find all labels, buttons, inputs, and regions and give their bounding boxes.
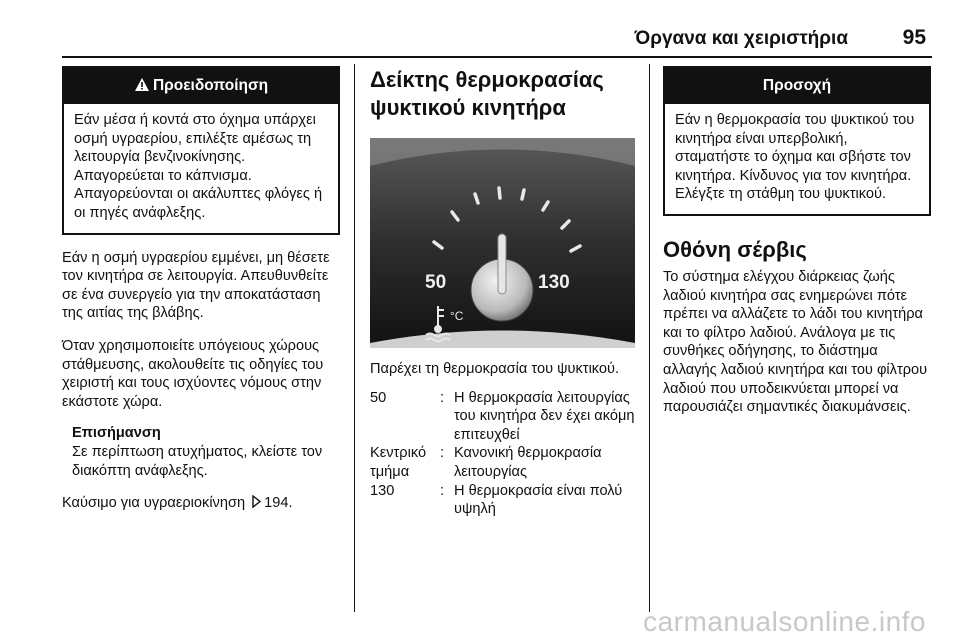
column-divider-2 bbox=[649, 64, 650, 612]
warning-triangle-icon bbox=[134, 77, 150, 92]
note-title: Επισήμανση bbox=[72, 425, 161, 442]
caution-box-header: Προσοχή bbox=[665, 68, 929, 104]
caution-box-text: Εάν η θερμοκρασία του ψυκτικού του κινητήρα είναι υπερβολική, σταματήστε το όχημα και σβήστε τον κινητήρα. Κίνδυνος για τον κινητήρα. Ελέγξτε τη στάθμη του ψυκτικού. bbox=[675, 112, 915, 203]
definition-key: 50 bbox=[370, 389, 387, 406]
definition-separator: : bbox=[440, 389, 445, 406]
running-header-title: Όργανα και χειριστήρια bbox=[634, 28, 848, 49]
definition-row bbox=[370, 389, 635, 445]
header-rule bbox=[62, 56, 932, 58]
cross-reference-text: Καύσιμο για υγραεριοκίνηση bbox=[62, 495, 246, 512]
paragraph-underground-parking: Όταν χρησιμοποιείτε υπόγειους χώρους στάθμευσης, ακολουθείτε τις οδηγίες του χειριστή και τους ισχύοντες νόμους στην εκάστοτε χώρα. bbox=[62, 337, 324, 410]
gauge-caption: Παρέχει τη θερμοκρασία του ψυκτικού. bbox=[370, 361, 620, 377]
cross-reference bbox=[62, 494, 340, 513]
definition-row bbox=[370, 444, 635, 481]
page-reference-arrow-icon bbox=[251, 495, 262, 508]
warning-box-title: Προειδοποίηση bbox=[152, 77, 269, 94]
definition-key: 130 bbox=[370, 482, 395, 499]
definition-key: Κεντρικό τμήμα bbox=[370, 445, 427, 480]
page-number: 95 bbox=[902, 26, 926, 49]
gauge-label-high: 130 bbox=[538, 272, 570, 293]
paragraph-gas-odour: Εάν η οσμή υγραερίου εμμένει, μη θέσετε τον κινητήρα σε λειτουργία. Απευθυνθείτε σε ένα συνεργείο για την αποκατάσταση της αιτίας της βλάβης. bbox=[62, 249, 330, 322]
warning-box bbox=[62, 66, 340, 235]
warning-box-header bbox=[64, 68, 338, 104]
gauge-label-low: 50 bbox=[425, 272, 447, 293]
column-3 bbox=[663, 66, 931, 417]
watermark: carmanualsonline.info bbox=[643, 606, 926, 637]
definition-value: Η θερμοκρασία είναι πολύ υψηλή bbox=[454, 482, 623, 518]
definition-value: Κανονική θερμοκρασία λειτουργίας bbox=[454, 445, 602, 480]
note-text: Σε περίπτωση ατυχήματος, κλείστε τον διακόπτη ανάφλεξης. bbox=[72, 443, 323, 479]
definition-value: Η θερμοκρασία λειτουργίας του κινητήρα δεν έχει ακόμη επιτευχθεί bbox=[454, 389, 635, 443]
section-title-coolant-gauge: Δείκτης θερμοκρασίας ψυκτικού κινητήρα bbox=[370, 67, 604, 120]
definition-separator: : bbox=[440, 445, 445, 462]
cross-reference-page[interactable]: 194. bbox=[264, 495, 293, 512]
note-block bbox=[72, 424, 340, 480]
column-divider-1 bbox=[354, 64, 355, 612]
coolant-temperature-gauge-image bbox=[370, 138, 635, 348]
service-display-text: Το σύστημα ελέγχου διάρκειας ζωής λαδιού κινητήρα σας ενημερώνει πότε πρέπει να αλλάζετε το λάδι του κινητήρα και το φίλτρο λαδιού. Ανάλογα με τις συνθήκες οδήγησης, το διάστημα αλλαγής λαδιού κινητήρα και του φίλτρου λαδιού που υποδεικνύεται μπορεί να παρουσιάζει σημαντικές διακυμάνσεις. bbox=[663, 268, 928, 416]
warning-box-text: Εάν μέσα ή κοντά στο όχημα υπάρχει οσμή υγραερίου, επιλέξτε αμέσως τη λειτουργία βενζινοκίνησης. Απαγορεύεται το κάπνισμα. Απαγορεύονται οι ακάλυπτες φλόγες ή οι πηγές ανάφλεξης. bbox=[74, 112, 323, 221]
column-2 bbox=[370, 66, 635, 519]
column-1 bbox=[62, 66, 340, 513]
caution-box bbox=[663, 66, 931, 216]
definition-list bbox=[370, 389, 635, 519]
section-title-service-display: Οθόνη σέρβις bbox=[663, 236, 807, 262]
definition-separator: : bbox=[440, 482, 445, 499]
gauge-unit: °C bbox=[450, 309, 464, 323]
definition-row bbox=[370, 482, 635, 519]
